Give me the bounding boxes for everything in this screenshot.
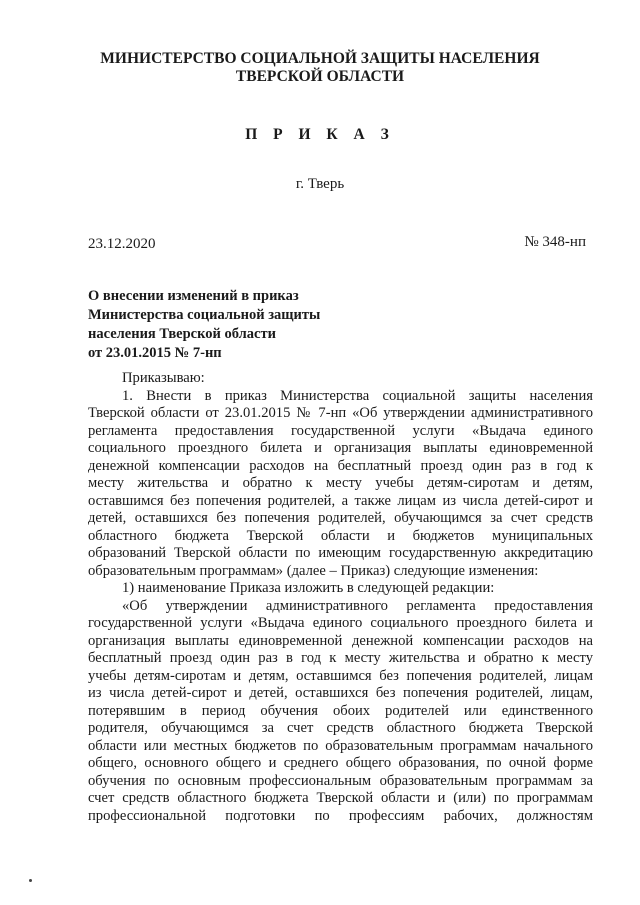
body-line: детей, оставшихся без попечения родителей, обучающимся за счет средств <box>88 510 593 526</box>
subject-line: населения Тверской области <box>88 326 276 342</box>
body-line: общего, основного общего и среднего общего образования, по очной форме <box>88 755 593 771</box>
body-line: Тверской области от 23.01.2015 № 7-нп «Об утверждении административного <box>88 405 593 421</box>
body-line: Приказываю: <box>122 370 205 386</box>
body-line: образовательным программам» (далее – Приказ) следующие изменения: <box>88 562 539 579</box>
body-line: регламента предоставления государственной услуги «Выдача единого <box>88 422 593 439</box>
subject-line: Министерства социальной защиты <box>88 307 321 323</box>
body-line: 1. Внести в приказ Министерства социальной защиты населения <box>122 387 593 404</box>
body-line: «Об утверждении административного регламента предоставления <box>122 597 593 614</box>
document-body <box>88 370 593 825</box>
document-type-title: П Р И К А З <box>245 126 395 143</box>
body-line: социального проездного билета и организация выплаты единовременной <box>88 440 593 456</box>
body-line: обучения по основным профессиональным образовательным программам за <box>88 772 593 789</box>
ministry-heading-line-2: ТВЕРСКОЙ ОБЛАСТИ <box>235 68 405 85</box>
document-subject <box>88 287 320 363</box>
body-line: денежной компенсации расходов на бесплатный проезд один раз в год к <box>88 457 593 474</box>
body-line: области или местных бюджетов по образовательным программам начального <box>88 737 593 754</box>
body-line: профессиональной подготовки по профессиям рабочих, должностям <box>88 807 593 824</box>
body-line: 1) наименование Приказа изложить в следующей редакции: <box>122 580 495 596</box>
document-number: № 348-нп <box>524 234 586 250</box>
body-line: потерявшим в период обучения обоих родителей или единственного <box>88 702 593 719</box>
body-line: оставшимся без попечения родителей, а также лицам из числа детей-сирот и <box>88 492 593 509</box>
document-date: 23.12.2020 <box>88 236 156 252</box>
body-line: счет средств областного бюджета Тверской области и (или) по программам <box>88 790 593 806</box>
subject-line: О внесении изменений в приказ <box>88 288 299 304</box>
ministry-heading <box>0 50 640 86</box>
scan-speck <box>29 879 32 882</box>
ministry-heading-line-1: МИНИСТЕРСТВО СОЦИАЛЬНОЙ ЗАЩИТЫ НАСЕЛЕНИЯ <box>100 50 540 67</box>
body-line: организация выплаты единовременной денежной компенсации расходов на <box>88 632 593 649</box>
body-line: образований Тверской области по имеющим государственную аккредитацию <box>88 545 593 561</box>
city: г. Тверь <box>295 176 345 192</box>
body-line: из числа детей-сирот и детей, оставшихся без попечения родителей, лицам, <box>88 685 593 701</box>
body-line: областного бюджета Тверской области и бюджетов муниципальных <box>88 527 593 544</box>
subject-line: от 23.01.2015 № 7-нп <box>88 345 222 361</box>
body-line: государственной услуги «Выдача единого социального проездного билета и <box>88 615 593 631</box>
body-line: учебы детям-сиротам и детям, оставшимся без попечения родителей, лицам <box>88 667 593 684</box>
body-line: родителя, обучающимся за счет средств областного бюджета Тверской <box>88 720 593 736</box>
body-line: месту жительства и обратно к месту учебы детям-сиротам и детям, <box>88 475 593 491</box>
body-line: бесплатный проезд один раз в год к месту жительства и обратно к месту <box>88 650 593 666</box>
